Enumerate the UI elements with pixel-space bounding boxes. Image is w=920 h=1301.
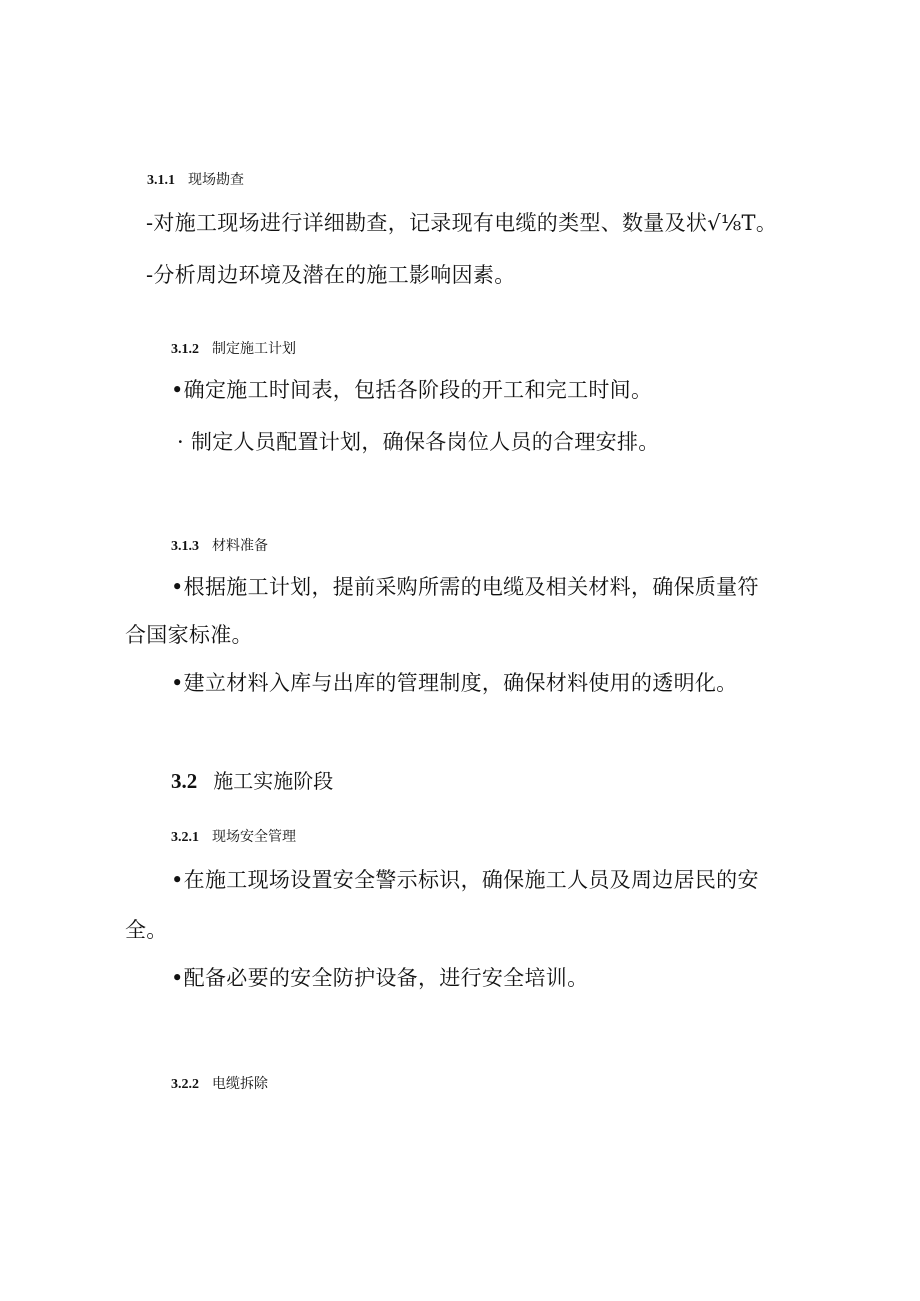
heading-title: 材料准备 bbox=[212, 538, 268, 554]
heading-number: 3.2 bbox=[171, 769, 198, 793]
heading-number: 3.1.3 bbox=[171, 539, 199, 554]
paragraph-item-continuation: 全。 bbox=[125, 918, 168, 942]
heading-title: 电缆拆除 bbox=[212, 1076, 268, 1092]
paragraph-item-continuation: 合国家标准。 bbox=[125, 623, 253, 647]
heading-number: 3.1.1 bbox=[147, 173, 175, 188]
heading-3-2-2 bbox=[171, 1074, 268, 1095]
heading-title: 制定施工计划 bbox=[212, 341, 296, 357]
heading-3-2 bbox=[171, 767, 333, 795]
heading-title: 现场勘查 bbox=[188, 172, 244, 188]
paragraph-item: •确定施工时间表，包括各阶段的开工和完工时间。 bbox=[171, 378, 653, 402]
heading-number: 3.2.2 bbox=[171, 1077, 199, 1092]
paragraph-item: -对施工现场进行详细勘查，记录现有电缆的类型、数量及状√⅛T。 bbox=[146, 211, 778, 235]
paragraph-item: · 制定人员配置计划，确保各岗位人员的合理安排。 bbox=[177, 430, 660, 454]
heading-number: 3.2.1 bbox=[171, 830, 199, 845]
paragraph-item: •建立材料入库与出库的管理制度，确保材料使用的透明化。 bbox=[171, 671, 738, 695]
paragraph-item: -分析周边环境及潜在的施工影响因素。 bbox=[146, 263, 516, 287]
heading-3-1-1 bbox=[147, 170, 244, 191]
paragraph-item: •在施工现场设置安全警示标识，确保施工人员及周边居民的安 bbox=[171, 868, 759, 892]
heading-3-1-3 bbox=[171, 536, 268, 557]
heading-number: 3.1.2 bbox=[171, 342, 199, 357]
heading-title: 现场安全管理 bbox=[212, 829, 296, 845]
heading-3-2-1 bbox=[171, 827, 296, 848]
heading-title: 施工实施阶段 bbox=[213, 769, 334, 793]
paragraph-item: •根据施工计划，提前采购所需的电缆及相关材料，确保质量符 bbox=[171, 575, 759, 599]
paragraph-item: •配备必要的安全防护设备，进行安全培训。 bbox=[171, 966, 589, 990]
heading-3-1-2 bbox=[171, 339, 296, 360]
